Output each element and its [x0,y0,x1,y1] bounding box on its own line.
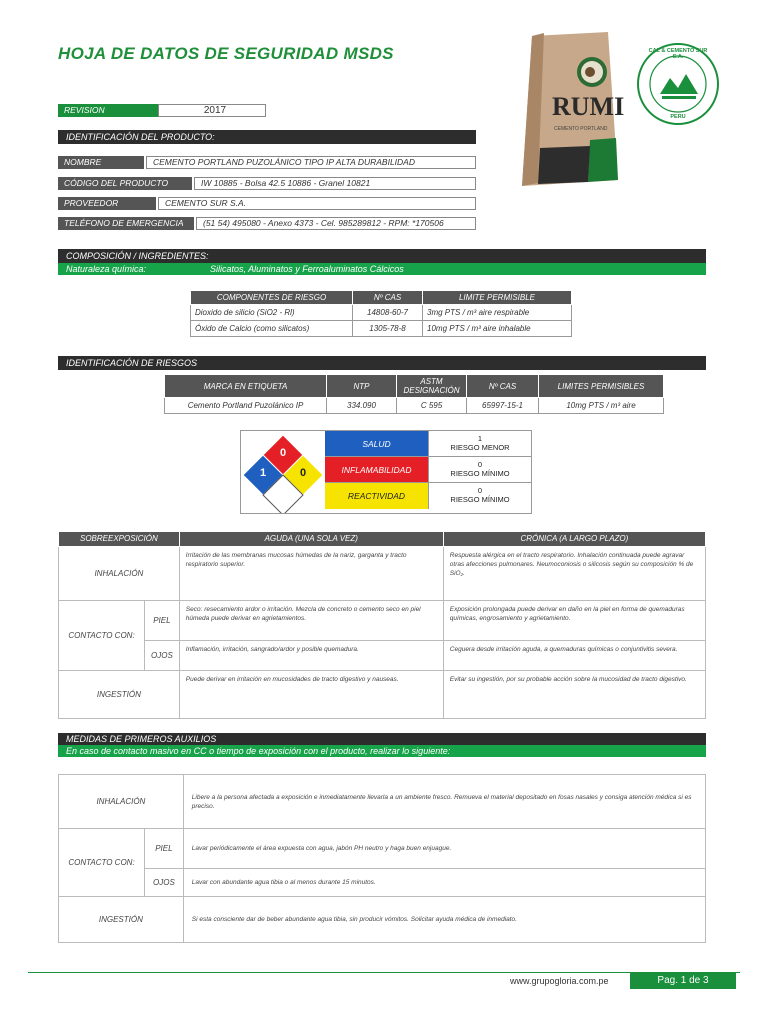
composition-header-component: COMPONENTES DE RIESGO [191,291,353,305]
hazard-value [429,457,531,482]
company-seal [636,42,720,126]
chemical-nature-bar [58,263,706,275]
page-title: HOJA DE DATOS DE SEGURIDAD MSDS [58,44,394,63]
hazard-description: RIESGO MÍNIMO [450,495,510,504]
overexposure-header: SOBREEXPOSICIÓN [59,532,180,547]
product-code-value: IW 10885 - Bolsa 42.5 10886 - Granel 10821 [194,177,476,190]
inhalation-label: INHALACIÓN [59,547,180,601]
hazard-category: INFLAMABILIDAD [325,457,429,482]
composition-cell: 3mg PTS / m³ aire respirable [423,305,572,321]
risks-cell: 65997-15-1 [467,398,539,414]
inhalation-acute: Irritación de las membranas mucosas húmedas de la nariz, garganta y tracto respiratorio superior. [179,547,443,601]
risks-header-cas: Nº CAS [467,375,539,398]
first-aid-inhalation: Libere a la persona afectada a exposición e inmediatamente llevarla a un ambiente fresco. Remueva el material depositado en fosas nasales y consiga atención médica si es preciso. [183,775,705,829]
table-row [59,897,706,943]
risks-cell: Cemento Portland Puzolánico IP [165,398,327,414]
revision-label: REVISION [58,104,158,117]
table-row [59,869,706,897]
risks-table [164,374,664,414]
first-aid-skin-label: PIEL [145,829,184,869]
product-section-header: IDENTIFICACIÓN DEL PRODUCTO: [58,130,476,144]
hazard-row-reactivity [325,483,531,509]
risks-cell: 334.090 [327,398,397,414]
hazard-category: REACTIVIDAD [325,483,429,509]
nfpa-reactivity-value: 0 [299,467,307,479]
composition-header-limit: LIMITE PERMISIBLE [423,291,572,305]
product-name-value: CEMENTO PORTLAND PUZOLÁNICO TIPO IP ALTA DURABILIDAD [146,156,476,169]
risks-cell: C 595 [397,398,467,414]
ingestion-label: INGESTIÓN [59,671,180,719]
table-row [59,547,706,601]
composition-table [190,290,572,337]
composition-cell: Óxido de Calcio (como silicatos) [191,321,353,337]
hazard-level: 1 [477,434,483,443]
hazard-description: RIESGO MÍNIMO [450,469,510,478]
supplier-label: PROVEEDOR [58,197,156,210]
overexposure-table [58,531,706,719]
revision-value: 2017 [158,104,266,117]
seal-country: PERU [670,114,686,120]
hazard-row-health [325,431,531,457]
risks-section-header: IDENTIFICACIÓN DE RIESGOS [58,356,706,370]
acute-header: AGUDA (UNA SOLA VEZ) [179,532,443,547]
first-aid-table [58,774,706,943]
table-row [59,671,706,719]
composition-cell: 14808-60-7 [353,305,423,321]
supplier-value: CEMENTO SUR S.A. [158,197,476,210]
page-indicator: Pag. 1 de 3 [630,973,736,989]
emergency-phone-value: (51 54) 495080 - Anexo 4373 - Cel. 985289812 - RPM: *170506 [196,217,476,230]
first-aid-ingestion: Si esta consciente dar de beber abundante agua tibia, sin producir vómitos. Solicitar ayuda médica de inmediato. [183,897,705,943]
eyes-label: OJOS [145,641,180,671]
inhalation-chronic: Respuesta alérgica en el tracto respiratorio. Inhalación continuada puede agravar otras afecciones pulmonares. Neumoconiosis o silicosis según su composición % de SiO₂. [443,547,705,601]
risks-header-astm: ASTM DESIGNACIÓN [397,375,467,398]
footer-website[interactable]: www.grupogloria.com.pe [510,976,609,986]
composition-cell: 10mg PTS / m³ aire inhalable [423,321,572,337]
risks-header-ntp: NTP [327,375,397,398]
hazard-level: 0 [477,460,483,469]
table-row [191,305,572,321]
ingestion-acute: Puede derivar en irritación en mucosidades de tracto digestivo y nauseas. [179,671,443,719]
cement-bag-image [510,30,625,188]
table-row [59,775,706,829]
first-aid-eyes: Lavar con abundante agua tibia o al menos durante 15 minutos. [183,869,705,897]
table-row [59,601,706,641]
nfpa-health-value: 1 [259,467,267,479]
composition-cell: 1305-78-8 [353,321,423,337]
chronic-header: CRÓNICA (A LARGO PLAZO) [443,532,705,547]
nfpa-diamond-icon [241,431,325,513]
emergency-phone-label: TELÉFONO DE EMERGENCIA [58,217,194,230]
hazard-category: SALUD [325,431,429,456]
risks-cell: 10mg PTS / m³ aire [539,398,664,414]
hazard-value [429,431,531,456]
hazard-value [429,483,531,509]
hazard-description: RIESGO MENOR [450,443,510,452]
eyes-chronic: Ceguera desde irritación aguda, a quemaduras químicas o conjuntivitis severa. [443,641,705,671]
product-name-label: NOMBRE [58,156,144,169]
hazard-panel [240,430,532,514]
composition-section-header: COMPOSICIÓN / INGREDIENTES: [58,249,706,263]
bag-brand-name: RUMI [552,92,625,121]
seal-text: CAL & CEMENTO SUR S.A. [648,48,708,60]
skin-acute: Seco: resecamiento ardor o irritación. Mezcla de concreto o cemento seco en piel húmeda puede derivar en agrietamientos. [179,601,443,641]
risks-header-limits: LIMITES PERMISIBLES [539,375,664,398]
first-aid-ingestion-label: INGESTIÓN [59,897,184,943]
skin-chronic: Exposición prolongada puede derivar en daño en la piel en forma de quemaduras químicas, engrosamiento y agrietamiento. [443,601,705,641]
first-aid-skin: Lavar periódicamente el área expuesta con agua, jabón PH neutro y haga buen enjuague. [183,829,705,869]
first-aid-inhalation-label: INHALACIÓN [59,775,184,829]
hazard-legend [325,431,531,513]
contact-label: CONTACTO CON: [59,601,145,671]
table-row [165,398,664,414]
hazard-row-fire [325,457,531,483]
first-aid-eyes-label: OJOS [145,869,184,897]
chemical-nature-label: Naturaleza química: [66,264,147,274]
table-row [191,321,572,337]
risks-header-label: MARCA EN ETIQUETA [165,375,327,398]
composition-cell: Dioxido de silicio (SiO2 - Rl) [191,305,353,321]
first-aid-contact-label: CONTACTO CON: [59,829,145,897]
skin-label: PIEL [145,601,180,641]
table-row [59,829,706,869]
composition-header-cas: Nº CAS [353,291,423,305]
ingestion-chronic: Evitar su ingestión, por su probable acción sobre la mucosidad de tracto digestivo. [443,671,705,719]
first-aid-subtitle: En caso de contacto masivo en CC o tiempo de exposición con el producto, realizar lo siguiente: [58,745,706,757]
first-aid-section-header: MEDIDAS DE PRIMEROS AUXILIOS [58,733,706,745]
product-code-label: CÓDIGO DEL PRODUCTO [58,177,192,190]
eyes-acute: Inflamación, irritación, sangrado/ardor y posible quemadura. [179,641,443,671]
hazard-level: 0 [477,486,483,495]
bag-subtitle: CEMENTO PORTLAND [554,126,608,132]
nfpa-fire-value: 0 [279,447,287,459]
table-row [59,641,706,671]
chemical-nature-value: Silicatos, Aluminatos y Ferroaluminatos Cálcicos [210,264,404,274]
